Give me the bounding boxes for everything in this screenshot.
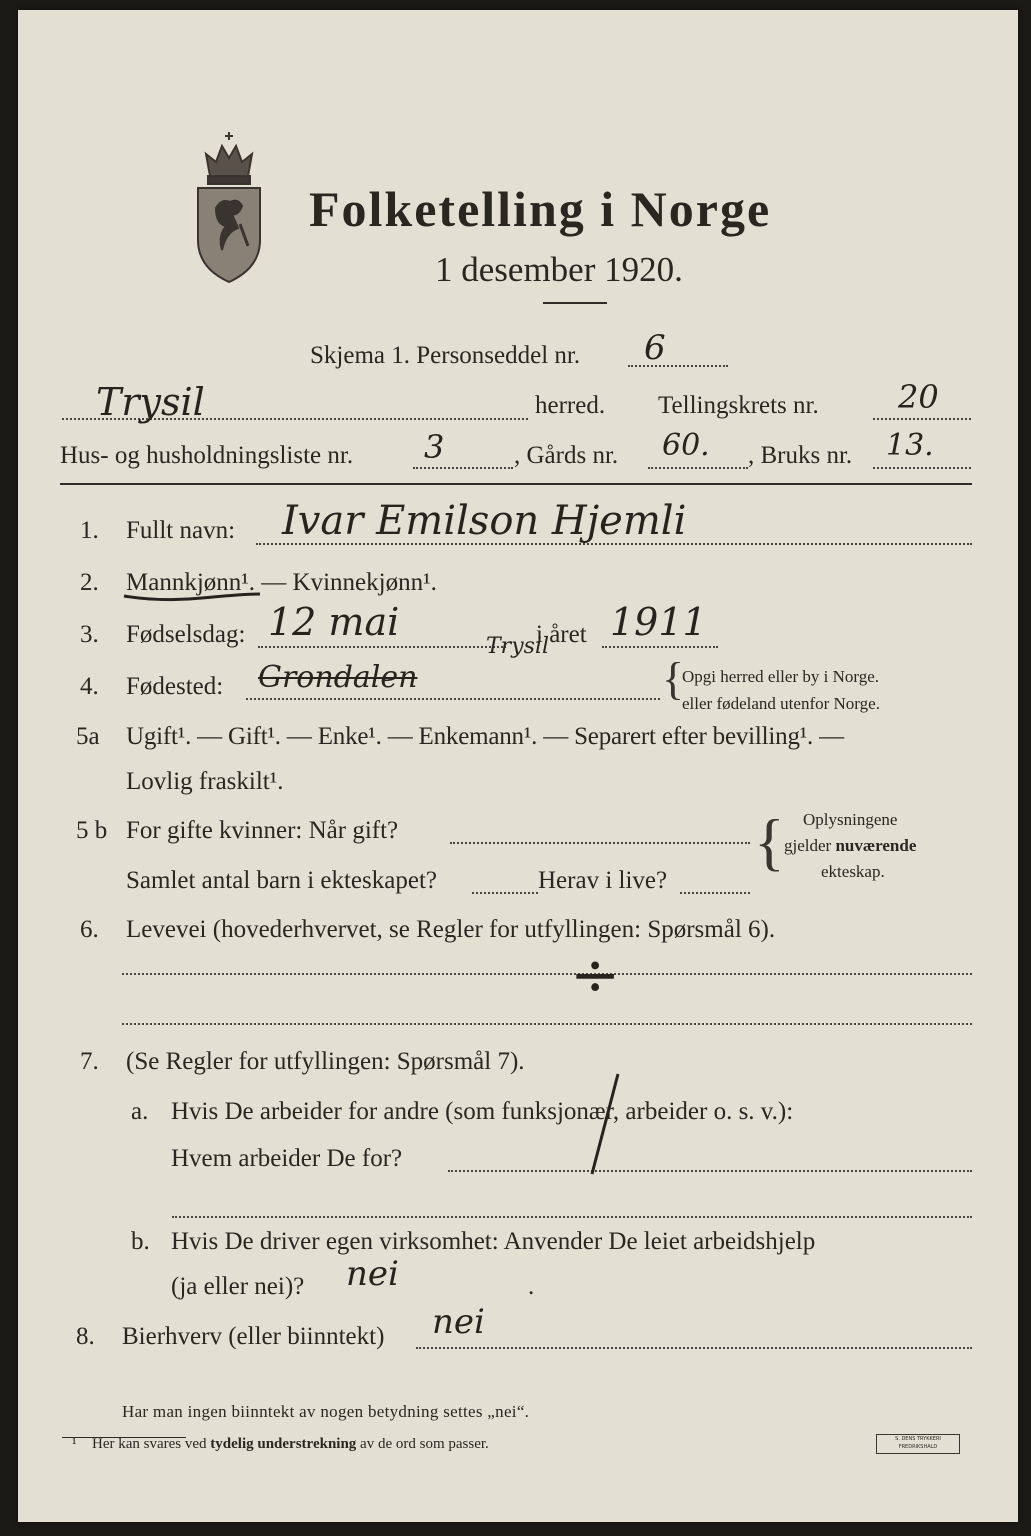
q7b-end-dot: . <box>528 1273 535 1300</box>
q4-label: Fødested: <box>126 673 224 700</box>
form-title: Folketelling i Norge <box>309 181 772 237</box>
herred-label: herred. <box>535 392 606 419</box>
gards-label: , Gårds nr. <box>514 442 619 469</box>
husliste-label: Hus- og husholdningsliste nr. <box>60 442 354 469</box>
hired-help-value: nei <box>346 1254 399 1294</box>
q3-year-label: i året <box>536 621 587 648</box>
occupation-value: ÷ <box>570 940 621 1010</box>
norwegian-coat-of-arms-icon <box>186 128 272 288</box>
q1-label: Fullt navn: <box>126 517 236 544</box>
q2-options: Mannkjønn¹. — Kvinnekjønn¹. <box>126 569 437 596</box>
title-divider <box>543 302 607 304</box>
q5b-when-married-label: For gifte kvinner: Når gift? <box>126 817 399 844</box>
bruks-nr-value: 13. <box>886 428 934 463</box>
male-option: Mannkjønn¹. <box>126 569 256 596</box>
q5b-number: 5 b <box>76 817 108 844</box>
q3-label: Fødselsdag: <box>126 621 246 648</box>
census-date: 1 desember 1920. <box>435 250 683 289</box>
q5b-children-label: Samlet antal barn i ekteskapet? <box>126 867 437 894</box>
q4-note-line1: Opgi herred eller by i Norge. <box>682 667 880 686</box>
q7b-number: b. <box>131 1228 150 1255</box>
skjema-label: Skjema 1. Personseddel nr. <box>310 342 581 369</box>
male-underline-mark <box>122 590 262 604</box>
q7b-question: Hvis De driver egen virksomhet: Anvender De leiet arbeidshjelp <box>171 1228 816 1255</box>
husliste-nr-value: 3 <box>424 428 445 466</box>
q7a-number: a. <box>131 1098 149 1125</box>
footer-note: Har man ingen biinntekt av nogen betydning settes „nei“. <box>122 1402 530 1421</box>
q5b-note-line1: Oplysningene <box>803 810 898 829</box>
marital-status-option-divorced: Lovlig fraskilt¹. <box>126 768 284 795</box>
personseddel-nr-value: 6 <box>644 328 666 368</box>
birthplace-value: Trysil <box>486 634 549 659</box>
tellingskrets-label: Tellingskrets nr. <box>658 392 819 419</box>
birth-year-value: 1911 <box>610 600 707 644</box>
q2-number: 2. <box>80 569 99 596</box>
q5b-alive-label: Herav i live? <box>538 867 668 894</box>
q6-label: Levevei (hovederhvervet, se Regler for utfyllingen: Spørsmål 6). <box>126 916 776 943</box>
q4-brace: { <box>662 653 685 704</box>
q7-label: (Se Regler for utfyllingen: Spørsmål 7). <box>126 1048 525 1075</box>
q1-number: 1. <box>80 517 99 544</box>
full-name-value: Ivar Emilson Hjemli <box>282 498 687 544</box>
birth-date-value: 12 mai <box>268 600 400 644</box>
q8-label: Bierhverv (eller biinntekt) <box>122 1323 385 1350</box>
q5b-brace: { <box>754 806 785 877</box>
census-form-page <box>18 10 1018 1522</box>
q7b-label: (ja eller nei)? <box>171 1273 305 1300</box>
female-option: Kvinnekjønn¹. <box>292 569 437 596</box>
bruks-label: , Bruks nr. <box>748 442 853 469</box>
q8-number: 8. <box>76 1323 95 1350</box>
footnote-text: Her kan svares ved tydelig understrekning av de ord som passer. <box>92 1436 489 1452</box>
birthplace-struck-value: Grondalen <box>258 660 418 695</box>
q5b-note-line2: gjelder nuværende <box>784 836 917 855</box>
q7a-employer-label: Hvem arbeider De for? <box>171 1145 403 1172</box>
q5a-number: 5a <box>76 723 100 750</box>
q5b-note-line3: ekteskap. <box>821 862 885 881</box>
herred-value: Trysil <box>96 380 205 424</box>
secondary-income-value: nei <box>432 1302 485 1342</box>
q4-number: 4. <box>80 673 99 700</box>
q3-number: 3. <box>80 621 99 648</box>
q7a-question: Hvis De arbeider for andre (som funksjonær, arbeider o. s. v.): <box>171 1098 794 1125</box>
footnote-mark: ¹ <box>72 1436 77 1452</box>
printer-stamp: S. DENS TRYKKERI FREDRIKSHALD <box>876 1434 960 1454</box>
q7-handwritten-stroke-mark <box>584 1070 624 1180</box>
q6-number: 6. <box>80 916 99 943</box>
q7-number: 7. <box>80 1048 99 1075</box>
header-divider <box>60 483 972 485</box>
q4-note-line2: eller fødeland utenfor Norge. <box>682 694 880 713</box>
tellingskrets-nr-value: 20 <box>898 378 939 416</box>
gards-nr-value: 60. <box>662 428 710 463</box>
marital-status-options: Ugift¹. — Gift¹. — Enke¹. — Enkemann¹. — Separert efter bevilling¹. — <box>126 723 844 750</box>
